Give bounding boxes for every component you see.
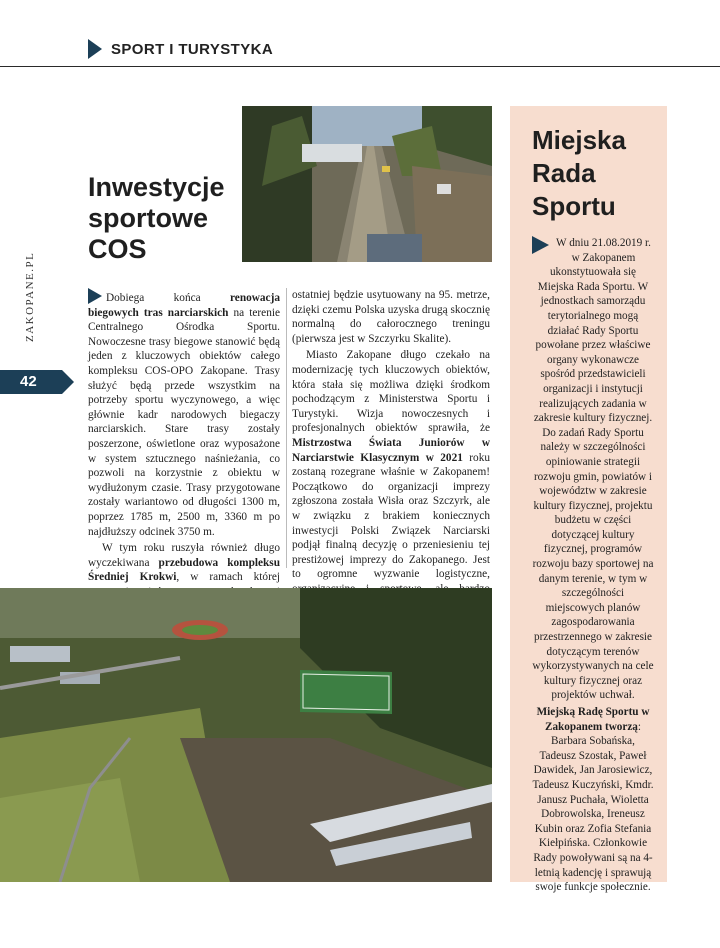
text-run: : Barbara Sobańska, Tadeusz Szostak, Paweł Dawidek, Jan Jarosiewicz, Tadeusz Kuczyński, Kmdr. Janusz Puchała, Wioletta Dobrowolska, Ireneusz Kubin oraz Zofia Stefania Kiełpińska. Członkowie Rady powoływani są na 4-letnią kadencję i sprawują swoje funkcje społecznie.: [532, 720, 654, 894]
sidebar-box: [510, 106, 667, 894]
sidebar-paragraph: [532, 236, 654, 703]
sidebar-paragraph: [532, 705, 654, 895]
article-paragraph: [88, 288, 280, 539]
sidebar-body: [532, 236, 654, 897]
column-divider: [286, 288, 287, 568]
text-run-bold: Miejską Radę Sportu w Zakopanem tworzą: [536, 706, 650, 733]
text-run-bold: renowacja biegowych tras narciarskich: [88, 292, 280, 319]
lead-arrow-icon: [532, 236, 549, 254]
article-paragraph: [292, 348, 490, 625]
text-run: roku zostaną rozegrane właśnie w Zakopanem! Początkowo do organizacji imprezy zgłoszona została Wisła oraz Szczyrk, ale w związku z brakiem koniecznych inwestycji Polski Związek Narciarski podjął finalną decyzję o przeniesieniu tej prestiżowej imprezy do Zakopanego. Jest to ogromne wyzwanie logistyczne,: [292, 451, 490, 581]
page-number-tab: [0, 370, 62, 394]
ski-trail-image: [242, 106, 492, 262]
text-run: na terenie Centralnego Ośrodka Sportu. Nowoczesne trasy biegowe stanowić będą jeden z kluczowych obiektów całego kompleksu COS-OPO Zakopane. Trasy służyć będą przede wszystkim na potrzeby sportu wyczynowego, a więc głównie kadr narodowych biegaczy narciarskich. Stare trasy zostały poszerzone, oświetlone oraz wyposażone w system sztucznego naśnieżania, co pozwoli na korzystnie z obiektu w wydłużonym czasie. Trasy przygotowane zostały wariantowo od długości 1300 m, poprzez 1785 m, 2500 m, 3360 m po najdłuższy odcinek 3750 m.: [88, 306, 280, 538]
text-run-bold: Mistrzostwa Świata Juniorów w Narciarstwie Klasycznym w 2021: [292, 436, 490, 464]
section-arrow-icon: [88, 39, 102, 59]
page-number: 42: [20, 373, 37, 390]
text-run: Dobiega końca: [106, 292, 230, 304]
text-run: W dniu 21.08.2019 r. w Zakopanem ukonstytuowała się Miejska Rada Sportu. W jednostkach samorządu terytorialnego mogą działać Rady Sportu powołane przez właściwe organy wykonawcze spośród przedstawicieli organizacji i instytucji realizujących zadania w zakresie kultury fizycznej. Do zadań Rady Sportu należy w szczególności opiniowanie strategii rozwoju gmin, powiatów i województw w zakresie kultury fizycznej, projektu budżetu w części dotyczącej kultury fizycznej, programów rozwoju bazy sportowej na danym terenie, w tym w szczególności miejscowych planów zagospodarowania przestrzennego w zakresie dotyczącym terenów wykorzystywanych na cele kultury fizycznej oraz projektów uchwał.: [532, 237, 654, 702]
sidebar-title: Miejska Rada Sportu: [532, 125, 626, 221]
article-column-1: [88, 288, 280, 631]
text-run: Miasto Zakopane długo czekało na modernizację tych kluczowych obiektów, która stała się możliwa dzięki środkom pochodzącym z Ministerstwa Sportu i Turystyki. Wizja nowoczesnych i profesjonalnych obiektów sprawiła, że: [292, 349, 490, 435]
text-run: W tym roku ruszyła również długo wyczekiwana: [88, 542, 280, 569]
text-run: , w ramach której: [176, 571, 280, 584]
text-run-bold: przebudowa kompleksu Średniej Krokwi: [88, 556, 280, 584]
lead-arrow-icon: [88, 288, 102, 304]
section-title: SPORT I TURYSTYKA: [111, 40, 274, 58]
section-header: [88, 38, 273, 60]
aerial-complex-image: [0, 588, 492, 882]
article-title: Inwestycje sportowe COS: [88, 172, 225, 264]
photo-ski-trail: [242, 106, 492, 262]
article-column-2: [292, 288, 490, 628]
side-url: ZAKOPANE.PL: [24, 251, 36, 342]
photo-aerial-complex: [0, 588, 492, 882]
header-rule: [0, 66, 720, 67]
page-tab-arrow-icon: [62, 370, 74, 394]
article-paragraph: ostatniej będzie usytuowany na 95. metrze, dzięki czemu Polska uzyska drugą skocznię normalną do całorocznego treningu (pierwsza jest w Szczyrku Skalite).: [292, 289, 490, 345]
